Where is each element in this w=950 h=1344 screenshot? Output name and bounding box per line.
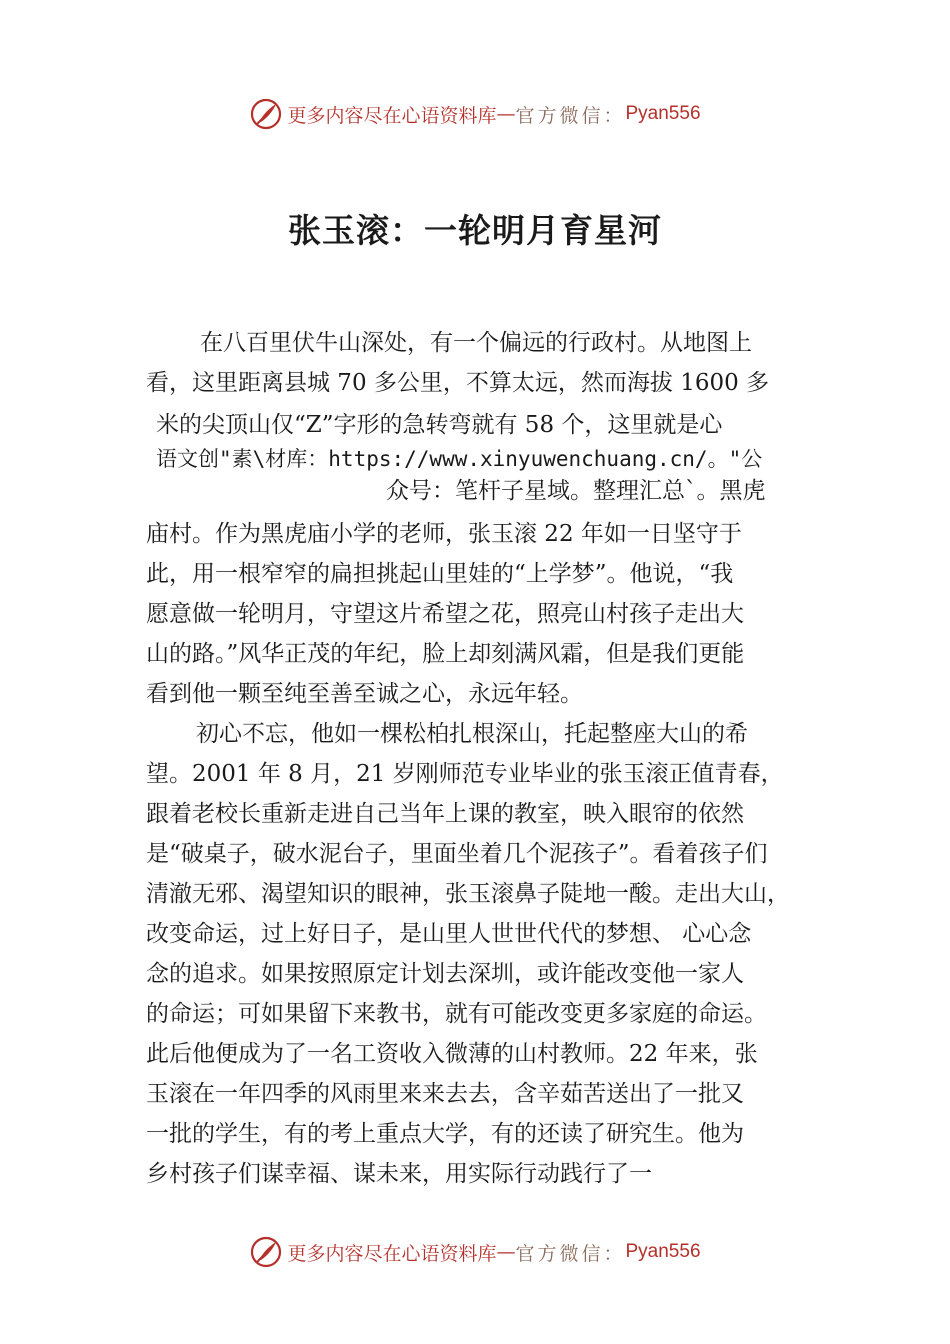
- body-line: 众号：笔杆子星域。整理汇总`。黑虎: [386, 478, 766, 504]
- body-line: 山的路。”风华正茂的年纪，脸上却刻满风霜，但是我们更能: [146, 641, 745, 667]
- article-title: 张玉滚：一轮明月育星河: [288, 211, 662, 250]
- body-line: 改变命运，过上好日子，是山里人世世代代的梦想、 心心念: [146, 921, 752, 947]
- body-line: 跟着老校长重新走进自己当年上课的教室，映入眼帘的依然: [146, 801, 744, 827]
- body-line: 语文创"素\材库：https://www.xinyuwenchuang.cn/。"公: [156, 447, 763, 471]
- body-line: 愿意做一轮明月，守望这片希望之花，照亮山村孩子走出大: [146, 601, 744, 627]
- body-line: 此，用一根窄窄的扁担挑起山里娃的“上学梦”。他说，“我: [146, 561, 734, 587]
- banner-main-text: 更多内容尽在心语资料库: [287, 1242, 497, 1265]
- body-line: 是“破桌子，破水泥台子，里面坐着几个泥孩子”。看着孩子们: [146, 841, 768, 867]
- body-line: 初心不忘，他如一棵松柏扎根深山，托起整座大山的希: [196, 721, 748, 747]
- banner-wechat-handle: Pyan556: [625, 1241, 701, 1262]
- banner-main-text: 更多内容尽在心语资料库: [287, 104, 497, 127]
- banner-dash: —: [496, 1241, 516, 1263]
- body-line: 清澈无邪、渴望知识的眼神，张玉滚鼻子陡地一酸。走出大山，: [146, 881, 790, 907]
- banner-dash: —: [496, 103, 516, 125]
- body-line: 在八百里伏牛山深处，有一个偏远的行政村。从地图上: [200, 330, 752, 356]
- quill-logo-icon: [249, 97, 283, 131]
- body-line: 望。2001 年 8 月，21 岁刚师范专业毕业的张玉滚正值青春，: [146, 761, 784, 787]
- body-line: 看，这里距离县城 70 多公里，不算太远，然而海拔 1600 多: [146, 370, 770, 396]
- banner-wechat-label: 官方微信：: [515, 104, 626, 127]
- body-line: 乡村孩子们谋幸福、谋未来，用实际行动践行了一: [146, 1161, 652, 1187]
- quill-logo-icon: [249, 1235, 283, 1269]
- body-line: 玉滚在一年四季的风雨里来来去去，含辛茹苦送出了一批又: [146, 1081, 744, 1107]
- footer-watermark-banner: [0, 1232, 950, 1272]
- body-line: 此后他便成为了一名工资收入微薄的山村教师。22 年来，张: [146, 1041, 758, 1067]
- banner-wechat-handle: Pyan556: [625, 103, 701, 124]
- body-line: 看到他一颗至纯至善至诚之心，永远年轻。: [146, 681, 583, 707]
- body-line: 念的追求。如果按照原定计划去深圳，或许能改变他一家人: [146, 961, 744, 987]
- body-line: 米的尖顶山仅“Z”字形的急转弯就有 58 个，这里就是心: [156, 412, 723, 438]
- banner-wechat-label: 官方微信：: [515, 1242, 626, 1265]
- header-watermark-banner: [0, 94, 950, 134]
- body-line: 的命运；可如果留下来教书，就有可能改变更多家庭的命运。: [146, 1001, 767, 1027]
- body-line: 一批的学生，有的考上重点大学，有的还读了研究生。他为: [146, 1121, 744, 1147]
- body-line: 庙村。作为黑虎庙小学的老师，张玉滚 22 年如一日坚守于: [146, 521, 742, 547]
